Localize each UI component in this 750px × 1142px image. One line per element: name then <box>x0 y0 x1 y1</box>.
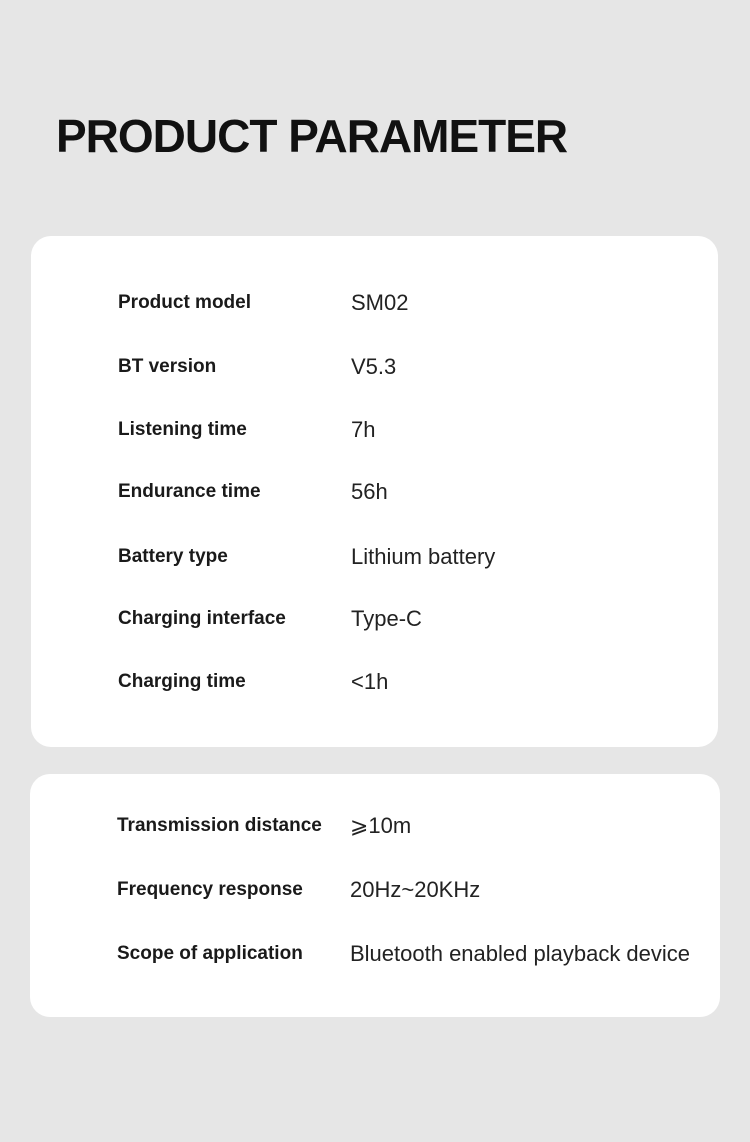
param-row-product-model <box>31 283 718 323</box>
param-label: Listening time <box>118 419 247 440</box>
param-value: 7h <box>351 417 376 442</box>
param-value: Type-C <box>351 606 422 631</box>
param-label: BT version <box>118 356 217 377</box>
param-row-frequency-response <box>30 870 720 910</box>
param-row-scope-of-application <box>30 934 720 974</box>
param-label: Endurance time <box>118 481 261 502</box>
param-value: 20Hz~20KHz <box>350 877 481 902</box>
page-title: PRODUCT PARAMETER <box>56 110 568 162</box>
param-row-charging-time <box>31 662 718 702</box>
parameter-card-secondary <box>30 774 720 1017</box>
param-label: Battery type <box>118 546 228 567</box>
parameter-card-primary <box>31 236 718 747</box>
param-value: <1h <box>351 669 389 694</box>
param-row-charging-interface <box>31 599 718 639</box>
param-value: Lithium battery <box>351 544 496 569</box>
param-label: Product model <box>118 292 252 313</box>
param-label: Scope of application <box>117 943 303 964</box>
param-value: Bluetooth enabled playback device <box>350 941 691 966</box>
param-row-endurance-time <box>31 472 718 512</box>
param-label: Charging time <box>118 671 246 692</box>
param-label: Charging interface <box>118 608 286 629</box>
param-row-transmission-distance <box>30 806 720 846</box>
param-value: ⩾10m <box>350 813 412 838</box>
param-label: Frequency response <box>117 879 303 900</box>
param-row-bt-version <box>31 347 718 387</box>
param-value: V5.3 <box>351 354 397 379</box>
param-value: SM02 <box>351 290 409 315</box>
param-row-listening-time <box>31 410 718 450</box>
param-label: Transmission distance <box>117 815 322 836</box>
param-value: 56h <box>351 479 388 504</box>
param-row-battery-type <box>31 537 718 577</box>
